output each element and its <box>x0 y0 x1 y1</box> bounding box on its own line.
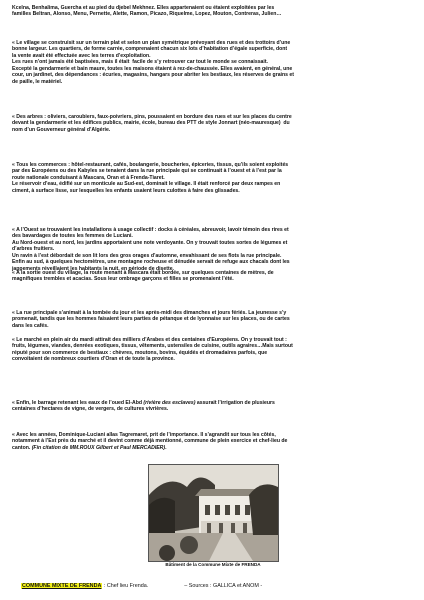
paragraph-trees: « Des arbres : oliviers, caroubiers, faux-poivriers, pins, poussaient en bordure des rues et sur les places du centre devant la gendarmerie et les édifices publics, mairie, école, bureau des PTT de style Jonnart (néo-mauresque) du nom d’un Gouverneur général d’Algérie. <box>12 114 292 133</box>
paragraph-growth: « Avec les années, Dominique-Luciani allas Tagremaret, prit de l’importance. Il s’agrandit sur tous les côtés, notamment à l’Est près du marché et il devint comme déjà mentionné, commune de plein exercice et chef-lieu de canton. (Fin citation de MM.ROUX Gilbert et Paul MERCADIER). <box>12 432 288 451</box>
sources-text: – Sources : GALLICA et ANOM - <box>184 583 263 589</box>
paragraph-farms: Kcelna, Benhalima, Guercha et au pied du djebel Mekhnez. Elles appartenaient ou étaient exploitées par les familles Beltran, Alonso, Menu, Pernette, Alette, Ramon, Picazo, Riquelme, Lopez, Mouton, Contreras, Julien… <box>12 5 282 18</box>
paragraph-market: « Le marché en plein air du mardi attirait des milliers d’Arabes et des centaines d’Européens. On y trouvait tout : fruits, légumes, viandes, denrées exotiques, tissus, vêtements, ustensiles de cuisine, outils agraires…Mais surtout réputé pour son commerce de bestiaux : chèvres, moutons, bovins, équidés et dromadaires parfois, que convoitaient de nombreux courtiers d’Oran et de toute la province. <box>12 337 293 363</box>
paragraph-commerces: « Tous les commerces : hôtel-restaurant, cafés, boulangerie, boucheries, épiceries, tissus, qu’ils soient exploités par des Européens ou des Kabyles se tenaient dans la rue principale qui se continuait à l’ouest et à l’est par la route nationale conduisant à Mascara, Oran et à Frenda-Tiaret. Le réservoir d’eau, édifié sur un monticule au Sud-est, dominait le village. Il était renforcé par deux rampes en ciment, à surface lisse, sur lesquelles les enfants usaient leurs culottes à faire des glissades. <box>12 162 289 194</box>
chef-lieu-text: : Chef lieu Frenda. <box>102 583 149 589</box>
commune-building-photo <box>148 464 279 562</box>
paragraph-dam: « Enfin, le barrage retenant les eaux de l’oued El-Abd (rivière des esclaves) assurait l’irrigation de plusieurs centaines d’hectares de vigne, de vergers, de cultures vivrières. <box>12 400 275 413</box>
paragraph-village-plan: « Le village se construisit sur un terrain plat et selon un plan symétrique prévoyant des rues et des trottoirs d’une bonne largeur. Les quartiers, de forme carrée, comprenaient chacun six lots d’habitation d’égale superficie, dont la vente avait été effectuée avec les terres d’exploitation. Les rues n’ont jamais été baptisées, mais il était facile de s’y retrouver car tout le monde se connaissait. Excepté la gendarmerie et bain maure, toutes les maisons étaient à rez-de-chaussée. Elles avaient, en général, une cour, un jardinet, des dépendances : écuries, magasins, hangars pour abriter les bestiaux, les réserves de grains et de paille, le matériel. <box>12 40 294 85</box>
paragraph-west-exit: « A la sortie ouest du village, la route menant à Mascara était bordée, sur quelques centaines de mètres, de magnifiques trembles et acacias. Sous leur ombrage garçons et filles se promenaient l’été. <box>12 270 274 283</box>
paragraph-main-street: « La rue principale s’animait à la tombée du jour et les après-midi des dimanches et jours fériés. La jeunesse s’y promenait, tandis que les hommes faisaient leurs parties de pétanque et de lyonnaise sur les places, ou de cartes dans les cafés. <box>12 310 290 329</box>
paragraph-west-installations: « A l’Ouest se trouvaient les installations à usage collectif : docks à céréales, abreuvoir, lavoir témoin des rires et des bavardages de toutes les femmes de Luciani. Au Nord-ouest et au nord, les jardins apportaient une note verdoyante. On y trouvait toutes sortes de légumes et d’arbres fruitiers. Un ravin à l’est débordait de son lit lors des gros orages d’automne, envahissant de ses flots la rue principale. Enfin au sud, à quelques hectomètres, une montagne rocheuse et dénudée servait de refuge aux chacals dont les jappements réveillaient les habitants la nuit, en période de disette. <box>12 227 290 272</box>
commune-mixte-heading: COMMUNE MIXTE DE FRENDA <box>22 583 102 589</box>
footer-line <box>21 583 411 590</box>
photo-caption: Bâtiment de la Commune Mixte de FRENDA <box>165 562 261 567</box>
